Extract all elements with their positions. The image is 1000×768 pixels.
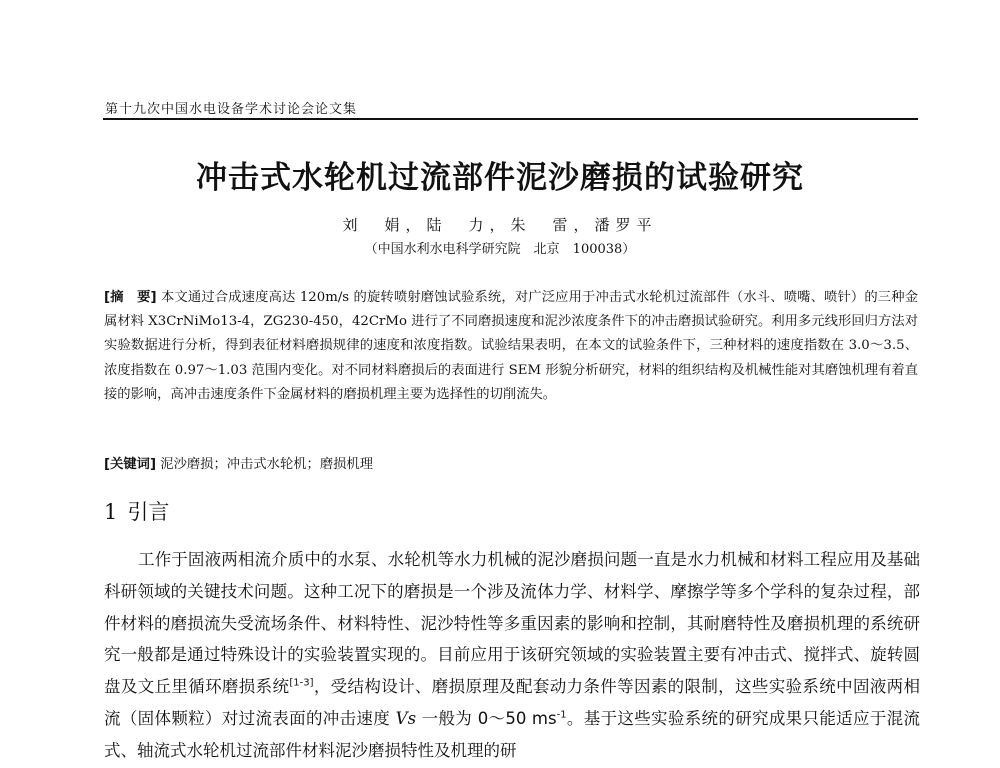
paragraph-text-2: ，受结构设计、磨损原理及配套动力条件等因素的限制，这些实验系统中固液两相流（固体颗粒）对过流表面的冲击速度 — [104, 677, 921, 728]
keywords-text: 泥沙磨损；冲击式水轮机；磨损机理 — [160, 457, 374, 472]
variable-vs: Vs — [395, 708, 417, 728]
header-rule — [103, 118, 918, 120]
keywords-label: [关键词] — [104, 457, 157, 472]
section-heading-introduction — [104, 496, 169, 526]
abstract — [104, 286, 918, 407]
unit-superscript: -1 — [556, 709, 567, 721]
paragraph-text-4: 。基于这些实验系统的研究成果只能适应于混流式、轴流式水轮机过流部件材料泥沙磨损特性及机理的研 — [104, 708, 920, 760]
section-title: 引言 — [127, 500, 170, 524]
paragraph-text-1: 工作于固液两相流介质中的水泵、水轮机等水力机械的泥沙磨损问题一直是水力机械和材料工程应用及基础科研领域的关键技术问题。这种工况下的磨损是一个涉及流体力学、材料学、摩擦学等多个学科的复杂过程，部件材料的磨损流失受流场条件、材料特性、泥沙特性等多重因素的影响和控制，其耐磨特性及磨损机理的系统研究一般都是通过特殊设计的实验装置实现的。目前应用于该研究领域的实验装置主要有冲击式、搅拌式、旋转圆盘及文丘里循环磨损系统 — [104, 550, 920, 697]
abstract-text: 本文通过合成速度高达 120m/s 的旋转喷射磨蚀试验系统，对广泛应用于冲击式水轮机过流部件（水斗、喷嘴、喷针）的三种金属材料 X3CrNiMo13-4，ZG230-450，42CrMo 进行了不同磨损速度和泥沙浓度条件下的冲击磨损试验研究。利用多元线形回归方法对实验数据进行分析，得到表征材料磨损规律的速度和浓度指数。试验结果表明，在本文的试验条件下，三种材料的速度指数在 3.0～3.5、浓度指数在 0.97～1.03 范围内变化。对不同材料磨损后的表面进行 SEM 形貌分析研究，材料的组织结构及机械性能对其磨蚀机理有着直接的影响，高冲击速度条件下金属材料的磨损机理主要为选择性的切削流失。 — [104, 290, 918, 402]
paper-title: 冲击式水轮机过流部件泥沙磨损的试验研究 — [196, 160, 804, 196]
affiliation: （中国水利水电科学研究院 北京 100038） — [364, 242, 636, 257]
running-header: 第十九次中国水电设备学术讨论会论文集 — [105, 102, 358, 117]
authors: 刘 娟，陆 力，朱 雷，潘罗平 — [342, 216, 658, 234]
section-number: 1 — [104, 500, 118, 524]
keywords — [104, 453, 918, 472]
paragraph-text-3: 一般为 0～50 ms — [416, 708, 557, 728]
abstract-label: [摘 要] — [104, 290, 157, 305]
introduction-paragraph — [104, 544, 920, 767]
citation-reference[interactable]: [1-3] — [289, 677, 314, 689]
